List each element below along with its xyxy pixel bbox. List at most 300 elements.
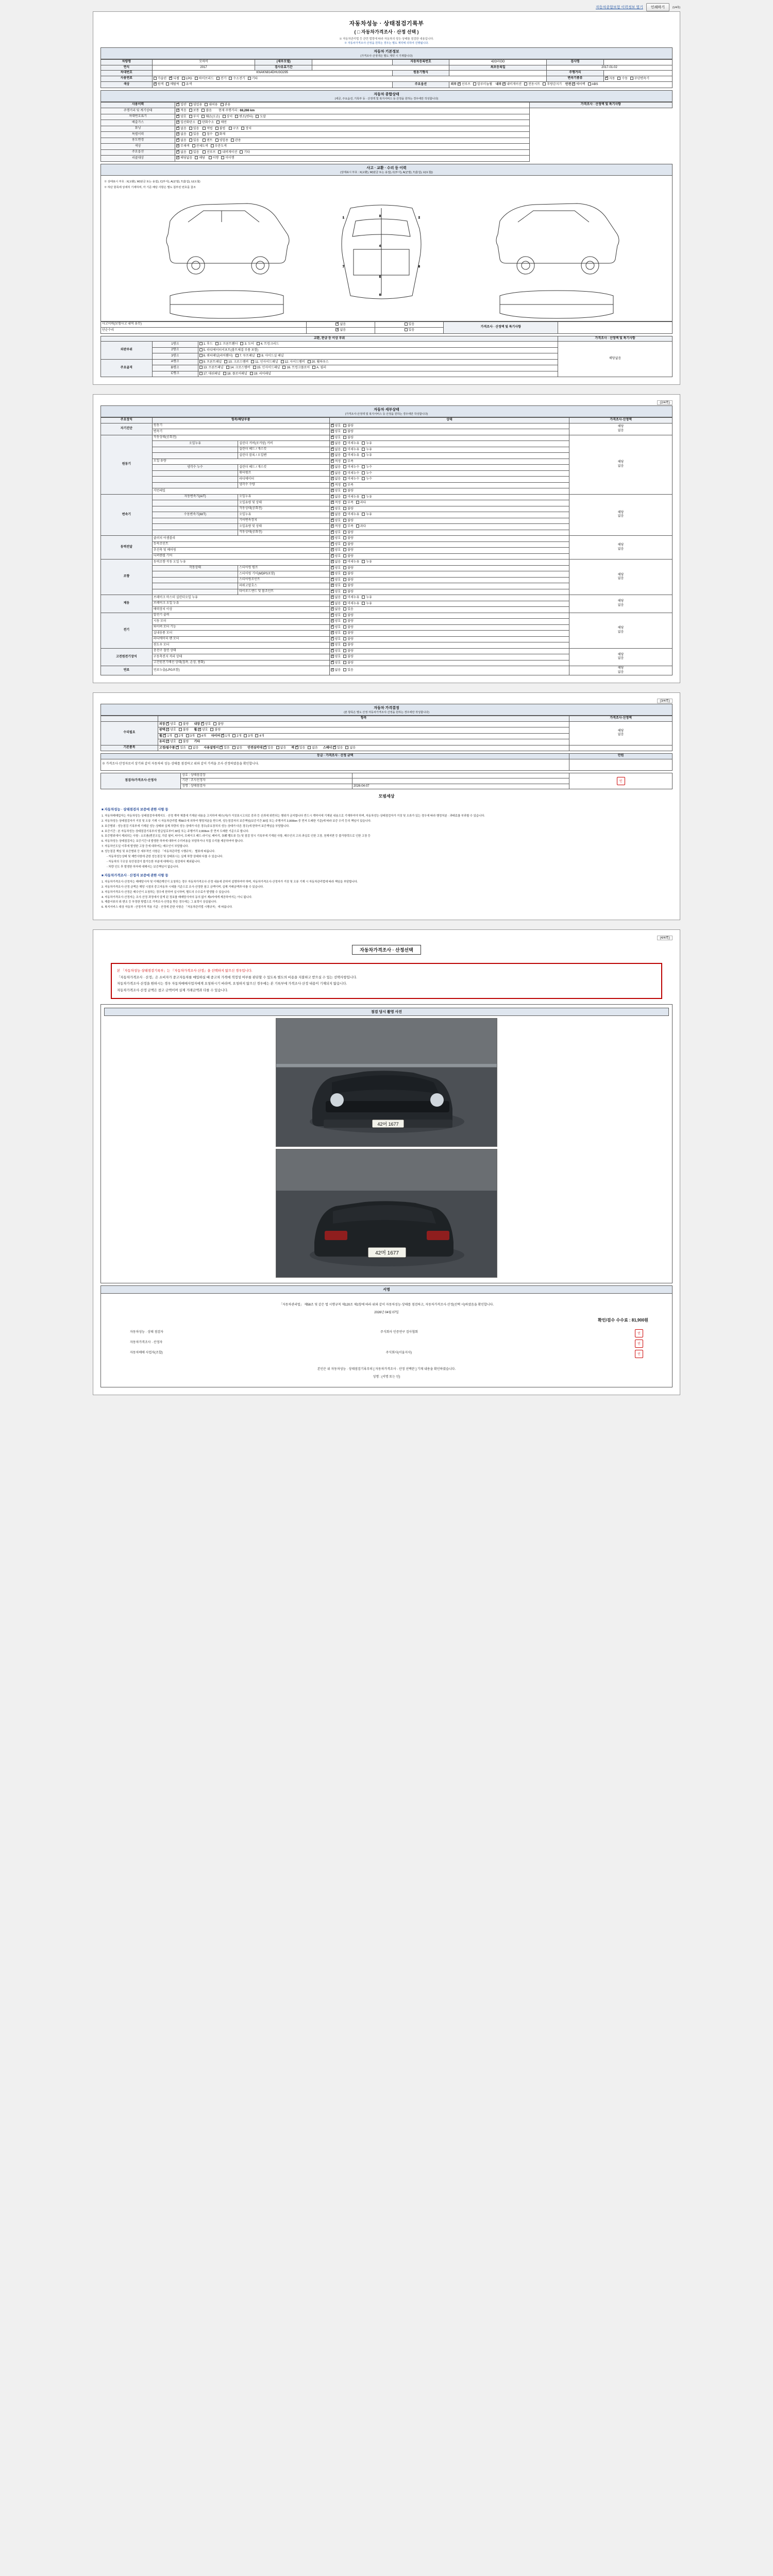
opt-상이[interactable]: 상이 [223,115,233,120]
svg-text:7: 7 [343,265,344,268]
opt-6-쿼터패널-리어휀더-[interactable]: 6. 쿼터패널(리어휀더) [199,354,233,359]
opt-양호[interactable]: ✓ 양호 [331,507,341,512]
opt-불량[interactable]: 불량 [343,543,354,547]
row-options[interactable] [175,138,530,144]
opt-없음[interactable]: ✓ 없음 [331,513,341,517]
table-row [101,494,673,500]
state-options[interactable] [329,477,569,483]
item-label: 작동상태 [152,565,238,571]
state-options[interactable] [329,560,569,566]
opt-양호[interactable]: ✓ 양호 [166,722,176,727]
opt-하이브리드[interactable]: 하이브리드 [195,77,214,81]
row-options[interactable] [175,156,530,162]
opt-부족[interactable]: 부족 [343,524,354,529]
opt-누수[interactable]: 누수 [362,477,372,482]
opt-11-인사이드패널[interactable]: 11. 인사이드패널 [251,360,278,365]
price-row-cells[interactable]: 외장 ✓ 양호 불량 내장 ✓ 양호 불량 [158,721,569,727]
opt-메탈릭[interactable]: 메탈릭 [166,82,179,87]
state-options[interactable] [329,465,569,471]
print-button[interactable]: 인쇄하기 [646,3,669,11]
opt-있음[interactable]: ✓ 있음 [176,746,186,751]
opt-누유[interactable]: 누유 [362,602,372,606]
state-options[interactable] [329,565,569,571]
opt-불량[interactable]: 불량 [343,643,354,648]
opt-12-사이드멤버[interactable]: 12. 사이드멤버 [281,360,305,365]
opt-디젤[interactable]: ✓ 디젤 [169,77,179,81]
transmission-options[interactable] [603,76,672,82]
opt-선루프[interactable]: 선루프 [203,150,215,155]
row-options[interactable] [175,149,530,156]
opt-불량[interactable]: 불량 [343,430,354,434]
opt-적법[interactable]: 적법 [203,127,213,131]
opt-있음[interactable]: 있음 [189,127,199,131]
opt-렌트[interactable]: 렌트 [203,139,213,143]
opt-관용[interactable]: 관용 [221,103,231,108]
plate-label: 자동차등록번호 [392,60,449,65]
price-row-label: 수리필요 [101,721,158,745]
item-label-empty [152,577,238,583]
state-options[interactable] [329,512,569,518]
rank-items[interactable] [198,353,558,360]
opt-무채색[interactable]: ✓ 무채색 [176,144,189,149]
opt-불량[interactable]: 불량 [343,531,354,535]
opt-불량[interactable]: 불량 [343,424,354,429]
state-options[interactable] [329,577,569,583]
state-options[interactable] [329,435,569,441]
opt-없음[interactable]: ✓ 없음 [331,448,341,452]
state-options[interactable] [329,447,569,453]
opt-양호[interactable]: ✓ 양호 [331,554,341,559]
opt-없음[interactable]: 없음 [276,746,287,751]
opt-1-후드[interactable]: 1. 후드 [199,342,213,347]
opt-선루프[interactable]: ✓ 선루프 [458,82,470,87]
opt-양호[interactable]: ✓ 양호 [331,543,341,547]
opt-누수[interactable]: 누수 [362,465,372,470]
opt-없음[interactable]: ✓ 없음 [331,495,341,500]
opt-영업용[interactable]: 영업용 [215,139,228,143]
legal-subitem-2: - 자동차의 구조상 육안점검이 불가능한 부분에 대해서는 점검에서 제외됩니다. [107,860,200,863]
opt-5-라디에이터서포트-볼트체결-부품-포함-[interactable]: 5. 라디에이터서포트(볼트체결 부품 포함) [199,348,259,353]
opt-알루미늄휠[interactable]: 알루미늄휠 [473,82,492,87]
row-options[interactable]: ✓ 적음 보통 많음 현재 주행거리 : 68,266 km [175,108,530,114]
opt-양호[interactable]: ✓ 양호 [331,536,341,541]
state-options[interactable] [329,459,569,465]
opt-1개[interactable]: ✓ 1개 [221,734,230,739]
opt-20-휠하우스[interactable]: 20. 휠하우스 [308,360,329,365]
opt-있음[interactable]: 있음 [189,150,199,155]
opt-없음[interactable]: ✓ 없음 [331,477,341,482]
opt-4개[interactable]: 4개 [255,734,264,739]
opt-4개[interactable]: 4개 [197,734,206,739]
svg-text:4: 4 [379,244,381,248]
opt-없음[interactable]: ✓ 없음 [331,607,341,612]
opt-불량[interactable]: 불량 [179,728,189,733]
state-options[interactable] [329,494,569,500]
state-options[interactable] [329,601,569,607]
opt-부족[interactable]: 부족 [343,501,354,505]
usage-history-options[interactable] [175,102,530,108]
simple-repair-yes[interactable]: 있음 [375,328,444,334]
opt-불량[interactable]: 불량 [343,631,354,636]
state-options[interactable] [329,589,569,595]
opt-미세누유[interactable]: 미세누유 [343,560,359,565]
state-options[interactable] [329,631,569,637]
opt-일반[interactable]: ✓ 일반 [176,103,187,108]
opt-없음[interactable]: ✓ 없음 [176,139,187,143]
opt-부식[interactable]: 부식 [189,115,199,120]
opt-없음[interactable]: 없음 [308,746,318,751]
rank-items[interactable] [198,342,558,348]
opt-미세누수[interactable]: 미세누수 [343,465,359,470]
opt-원색[interactable]: ✓ 원색 [154,82,164,87]
opt-불량[interactable]: 불량 [343,655,354,659]
opt-불량[interactable]: 불량 [179,722,189,727]
opt-양호[interactable]: ✓ 양호 [331,619,341,624]
opt-1개[interactable]: ✓ 1개 [163,734,172,739]
opt-있음[interactable]: 있음 [189,132,199,137]
opt-양호[interactable]: ✓ 양호 [331,424,341,429]
price-row-cells[interactable]: 휠 ✓ 1개 2개 3개 4개 타이어 ✓ 1개 2개 3개 4개 [158,733,569,739]
state-options[interactable] [329,553,569,560]
opt-3-도어[interactable]: 3. 도어 [240,342,254,347]
opt-미세누유[interactable]: 미세누유 [343,495,359,500]
opt-13-프론트패널[interactable]: 13. 프론트패널 [199,366,224,370]
price-row-cells[interactable]: 광택 ✓ 양호 불량 휠 ✓ 양호 불량 [158,727,569,734]
state-options[interactable] [329,613,569,619]
opt-해당없음[interactable]: ✓ 해당없음 [176,156,192,161]
opt-양호[interactable]: ✓ 양호 [331,590,341,595]
opt-양호[interactable]: ✓ 양호 [331,572,341,577]
state-options[interactable] [329,482,569,488]
opt-있음[interactable]: 있음 [343,607,354,612]
opt-18-플로어패널[interactable]: 18. 플로어패널 [223,372,247,377]
opt-대여용[interactable]: 대여용 [205,103,217,108]
row-options[interactable] [175,144,530,150]
opt-구조[interactable]: 구조 [229,127,239,131]
state-options[interactable] [329,518,569,524]
opt-양호[interactable]: ✓ 양호 [331,548,341,553]
opt-수소전기[interactable]: 수소전기 [229,77,245,81]
opt-19-리어패널[interactable]: 19. 리어패널 [250,372,271,377]
opt-적정[interactable]: ✓ 적정 [331,460,341,464]
opt-불량[interactable]: 불량 [343,578,354,583]
opt-미세누유[interactable]: 미세누유 [343,448,359,452]
opt-3개[interactable]: 3개 [244,734,253,739]
opt-적정[interactable]: ✓ 적정 [331,501,341,505]
opt-양호[interactable]: ✓ 양호 [331,661,341,666]
opt-많음[interactable]: 많음 [201,109,212,113]
state-options[interactable] [329,648,569,654]
opt-있음[interactable]: 있음 [189,139,199,143]
opt-양호[interactable]: ✓ 양호 [331,531,341,535]
rank-items[interactable] [198,371,558,377]
opt-유색[interactable]: 유색 [182,82,192,87]
opt-불법[interactable]: 불법 [215,127,226,131]
opt-양호[interactable]: ✓ 양호 [331,649,341,654]
opt-양호[interactable]: ✓ 양호 [331,436,341,440]
opt-미세누유[interactable]: 미세누유 [343,513,359,517]
opt-불량[interactable]: 불량 [343,637,354,642]
state-options[interactable] [329,506,569,512]
opt-장치[interactable]: 장치 [241,127,251,131]
state-options[interactable] [329,470,569,477]
main-options-value[interactable]: 외부 ✓ 선루프 알루미늄휠 내부 ✓ 내비게이션 전동시트 후방감지기 안전 ✓ 에어백 ABS [449,82,673,88]
opt-누유[interactable]: 누유 [362,495,372,500]
opt-lpg[interactable]: LPG [182,77,192,81]
price-row-cells[interactable]: 고정/필수품 ✓ 있음 없음 사용설명서 ✓ 있음 없음 안전삼각대 ✓ 있음 없음 잭 ✓ 있음 없음 스패너 ✓ 있음 없음 [158,745,569,751]
rank-items[interactable] [198,365,558,371]
opt-가솔린[interactable]: 가솔린 [154,77,166,81]
opt-없음[interactable]: ✓ 없음 [331,442,341,446]
opt-누유[interactable]: 누유 [362,513,372,517]
state-options[interactable] [329,666,569,675]
opt-없음[interactable]: ✓ 없음 [331,465,341,470]
price-row-cells[interactable]: 유리 ✓ 양호 불량 기타 [158,739,569,745]
opt-후방감지기[interactable]: 후방감지기 [543,82,562,87]
opt-없음[interactable]: 없음 [232,746,243,751]
opt-16-트렁크플로어[interactable]: 16. 트렁크플로어 [282,366,310,370]
opt-불량[interactable]: 불량 [213,722,224,727]
opt-불량[interactable]: 불량 [210,728,221,733]
state-options[interactable] [329,536,569,542]
state-options[interactable] [329,595,569,601]
opt-훼손-오손-[interactable]: 훼손(오손) [201,115,220,120]
opt-없음[interactable]: 없음 [345,746,356,751]
opt-관용[interactable]: 관용 [231,139,241,143]
opt-불량[interactable]: 불량 [343,572,354,577]
opt-무단변속기[interactable]: 무단변속기 [630,77,649,81]
opt-2개[interactable]: 2개 [175,734,183,739]
opt-양호[interactable]: ✓ 양호 [331,643,341,648]
opt-없음[interactable]: ✓ 없음 [331,560,341,565]
state-options[interactable] [329,541,569,548]
state-options[interactable] [329,429,569,435]
opt-10-크로스멤버[interactable]: 10. 크로스멤버 [224,360,248,365]
opt-누수[interactable]: 누수 [362,471,372,476]
opt-불량[interactable]: 불량 [343,436,354,440]
opt-내비게이션[interactable]: ✓ 내비게이션 [502,82,522,87]
opt-abs[interactable]: ABS [588,82,598,87]
opt-없음[interactable]: ✓ 없음 [331,596,341,600]
opt-양호[interactable]: ✓ 양호 [166,740,176,744]
opt-2-프론트휀더[interactable]: 2. 프론트휀더 [215,342,238,347]
opt-양호[interactable]: ✓ 양호 [331,489,341,494]
simple-repair-none[interactable]: ✓ 없음 [307,328,375,334]
mileage-value [603,71,672,76]
state-options[interactable] [329,660,569,666]
opt-3개[interactable]: 3개 [186,734,195,739]
opt-있음[interactable]: ✓ 있음 [295,746,306,751]
opt-화재[interactable]: 화재 [215,132,226,137]
opt-없음[interactable]: ✓ 없음 [331,668,341,673]
opt-누유[interactable]: 누유 [362,596,372,600]
opt-불량[interactable]: 불량 [343,625,354,630]
state-options[interactable] [329,619,569,625]
opt-없음[interactable]: ✓ 없음 [176,150,187,155]
state-options[interactable] [329,441,569,447]
opt-4-트렁크리드[interactable]: 4. 트렁크리드 [257,342,279,347]
opt-없음[interactable]: 없음 [189,746,199,751]
opt-불량[interactable]: 불량 [343,661,354,666]
opt-양호[interactable]: ✓ 양호 [331,631,341,636]
opt-과다[interactable]: 과다 [356,501,366,505]
opt-불량[interactable]: 불량 [343,519,354,523]
opt-9-프론트패널[interactable]: 9. 프론트패널 [199,360,222,365]
opt-양호[interactable]: ✓ 양호 [331,625,341,630]
opt-2개[interactable]: 2개 [232,734,241,739]
opt-불량[interactable]: 불량 [343,554,354,559]
signature-role: 자동차성능 · 상태 점검자 [130,1330,163,1334]
state-options[interactable] [329,423,569,429]
opt-불량[interactable]: 불량 [343,614,354,618]
opt-15-인사이드패널[interactable]: 15. 인사이드패널 [253,366,280,370]
opt-누유[interactable]: 누유 [362,453,372,458]
svg-text:2: 2 [418,216,420,219]
color-options[interactable] [152,82,392,88]
opt-양호[interactable]: ✓ 양호 [331,430,341,434]
opt-해당[interactable]: 해당 [195,156,205,161]
opt-미세누수[interactable]: 미세누수 [343,471,359,476]
opt-a-필러[interactable]: A. 필러 [312,366,326,370]
state-options[interactable] [329,636,569,642]
opt-없음[interactable]: ✓ 없음 [176,127,187,131]
item-label: 자동변속기(A/T) [152,494,238,500]
state-options[interactable] [329,453,569,459]
opt-탄화수소[interactable]: 탄화수소 [198,121,214,125]
opt-이행[interactable]: 이행 [209,156,219,161]
opt-전기[interactable]: 전기 [216,77,227,81]
rank-items[interactable] [198,359,558,365]
opt-미세누유[interactable]: 미세누유 [343,453,359,458]
opt-전체도색[interactable]: 전체도색 [192,144,208,149]
opt-불량[interactable]: 불량 [179,740,189,744]
opt-도말[interactable]: 도말 [256,115,266,120]
opt-양호[interactable]: ✓ 양호 [331,578,341,583]
opt-미세누유[interactable]: 미세누유 [343,602,359,606]
opt-누유[interactable]: 누유 [362,442,372,446]
opt-불량[interactable]: 불량 [343,590,354,595]
opt-있음[interactable]: 있음 [343,668,354,673]
row-options[interactable] [175,114,530,120]
opt-불량[interactable]: 불량 [343,619,354,624]
opt-자동[interactable]: ✓ 자동 [605,77,615,81]
insurance-history-link[interactable]: 자동차종합보험 이력정보 열기 [596,6,643,9]
opt-적정[interactable]: ✓ 적정 [331,483,341,488]
state-options[interactable] [329,654,569,660]
accident-history-none[interactable]: ✓ 없음 [307,321,375,328]
legal-title-2: ■ 자동차가격조사 · 산정자 보증에 관한 사항 등 [102,874,169,878]
opt-없음[interactable]: ✓ 없음 [331,471,341,476]
opt-기타[interactable]: 기타 [248,77,258,81]
state-options[interactable] [329,500,569,506]
opt-내비게이션[interactable]: 내비게이션 [218,150,237,155]
state-options[interactable] [329,571,569,578]
opt-양호[interactable]: ✓ 양호 [331,519,341,523]
opt-불량[interactable]: 불량 [343,548,354,553]
state-options[interactable] [329,488,569,495]
opt-불량[interactable]: 불량 [343,649,354,654]
opt-미세누수[interactable]: 미세누수 [343,477,359,482]
row-options[interactable] [175,132,530,138]
opt-없음[interactable]: ✓ 없음 [331,602,341,606]
opt-매연[interactable]: 매연 [216,121,227,125]
opt-7-루프패널[interactable]: 7. 루프패널 [236,354,255,359]
state-options[interactable] [329,607,569,613]
accident-legend-table [100,321,673,334]
opt-14-크로스멤버[interactable]: 14. 크로스멤버 [226,366,250,370]
opt-양호[interactable]: ✓ 양호 [201,722,211,727]
opt-누유[interactable]: 누유 [362,448,372,452]
opt-불량[interactable]: 불량 [343,584,354,588]
state-options[interactable] [329,524,569,530]
opt-에어백[interactable]: ✓ 에어백 [572,82,585,87]
opt-적음[interactable]: ✓ 적음 [176,109,187,113]
table-row [101,336,673,342]
state-options[interactable] [329,530,569,536]
opt-전동시트[interactable]: 전동시트 [524,82,540,87]
opt-영업용[interactable]: 영업용 [189,103,202,108]
row-options[interactable] [175,126,530,132]
opt-기타[interactable]: 기타 [240,150,250,155]
opt-양호[interactable]: ✓ 양호 [198,728,208,733]
fuel-options[interactable] [152,76,546,82]
subitem-label: 오일유량 및 상태 [238,524,329,530]
opt-침수[interactable]: 침수 [203,132,213,137]
opt-수동[interactable]: 수동 [617,77,628,81]
state-options[interactable] [329,624,569,631]
opt-없음[interactable]: ✓ 없음 [331,453,341,458]
opt-미세누유[interactable]: 미세누유 [343,596,359,600]
rank-items[interactable] [198,347,558,353]
opt-부분도색[interactable]: 부분도색 [211,144,227,149]
opt-불량[interactable]: 불량 [343,489,354,494]
table-row [101,149,673,156]
opt-양호[interactable]: ✓ 양호 [331,614,341,618]
opt-불량[interactable]: 불량 [343,536,354,541]
opt-변조-변타-[interactable]: 변조(변타) [235,115,253,120]
opt-적정[interactable]: ✓ 적정 [331,524,341,529]
opt-있음[interactable]: ✓ 있음 [263,746,274,751]
opt-양호[interactable]: ✓ 양호 [176,115,187,120]
engine-label: 원동기형식 [392,71,449,76]
opt-양호[interactable]: ✓ 양호 [331,584,341,588]
opt-없음[interactable]: ✓ 없음 [176,132,187,137]
opt-부족[interactable]: 부족 [343,483,354,488]
accident-history-yes[interactable]: 있음 [375,321,444,328]
opt-양호[interactable]: ✓ 양호 [331,566,341,571]
opt-있음[interactable]: ✓ 있음 [333,746,343,751]
state-options[interactable] [329,548,569,554]
opt-17-대쉬패널[interactable]: 17. 대쉬패널 [199,372,221,377]
opt-양호[interactable]: ✓ 양호 [166,728,176,733]
state-options[interactable] [329,583,569,589]
opt-보통[interactable]: 보통 [189,109,199,113]
opt-미이행[interactable]: 미이행 [221,156,234,161]
row-options[interactable] [175,120,530,126]
opt-과다[interactable]: 과다 [356,524,366,529]
opt-미세누유[interactable]: 미세누유 [343,442,359,446]
opt-부족[interactable]: 부족 [343,460,354,464]
opt-일산화탄소[interactable]: ✓ 일산화탄소 [176,121,195,125]
opt-양호[interactable]: ✓ 양호 [331,637,341,642]
opt-누유[interactable]: 누유 [362,560,372,565]
opt-있음[interactable]: ✓ 있음 [220,746,230,751]
opt-양호[interactable]: ✓ 양호 [331,655,341,659]
opt-8-사이드실-패널[interactable]: 8. 사이드실 패널 [257,354,283,359]
opt-불량[interactable]: 불량 [343,507,354,512]
state-options[interactable] [329,642,569,649]
opt-불량[interactable]: 불량 [343,566,354,571]
